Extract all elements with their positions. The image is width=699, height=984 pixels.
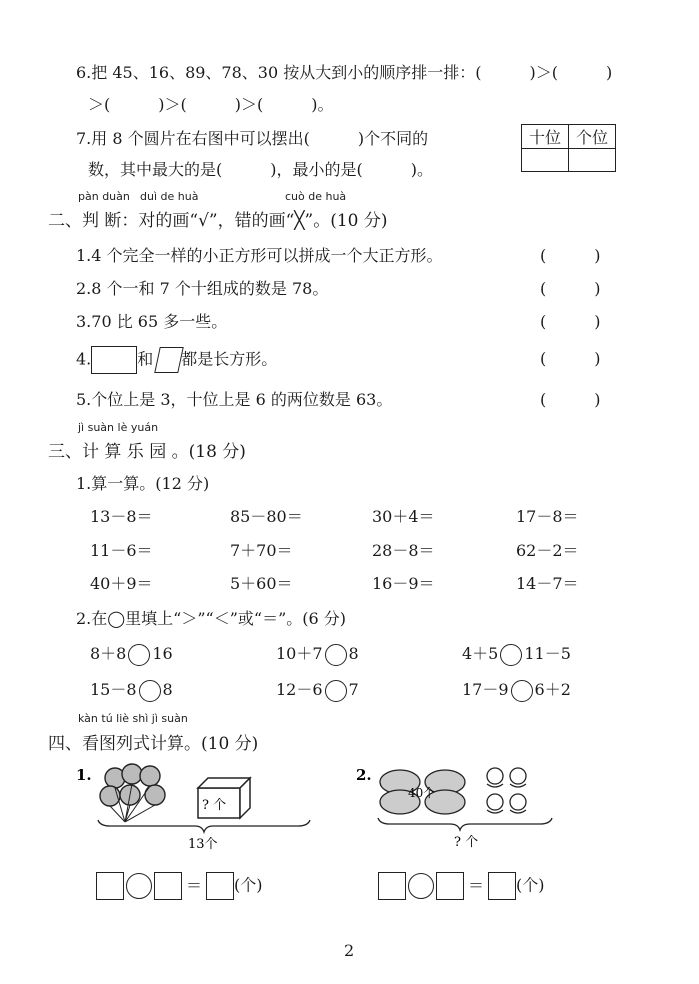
cmp-r1c2: 10＋7 8	[276, 641, 359, 666]
q7-line1: 7.用 8 个圆片在右图中可以摆出( )个不同的	[76, 129, 429, 148]
sec2-title: 二、判 断：对的画“√”，错的画“╳”。(10 分)	[48, 211, 388, 231]
judge-paren-1[interactable]: ( )	[540, 246, 601, 265]
sec3-title: 三、计 算 乐 园 。(18 分)	[48, 442, 246, 462]
calc-r1c4: 17－8＝	[516, 507, 579, 526]
sec4-title: 四、看图列式计算。(10 分)	[48, 734, 259, 754]
balloons-icon	[100, 764, 165, 822]
operator-circle[interactable]	[408, 873, 434, 899]
compare-circle[interactable]	[511, 680, 533, 702]
sec2-pinyin-2: duì de huà	[140, 190, 199, 203]
judge-item-5: 5.个位上是 3，十位上是 6 的两位数是 63。	[76, 390, 393, 409]
calc-r2c4: 62－2＝	[516, 541, 579, 560]
p1-box-label: ? 个	[202, 798, 227, 813]
answer-box[interactable]	[436, 872, 464, 900]
cmp-r2c1: 15－8 8	[90, 677, 173, 702]
calc-r1c1: 13－8＝	[90, 507, 153, 526]
picture-problem-1	[70, 760, 330, 855]
judge-paren-5[interactable]: ( )	[540, 390, 601, 409]
judge-item-3: 3.70 比 65 多一些。	[76, 312, 228, 331]
page-number: 2	[344, 941, 355, 960]
ones-header: 个位	[569, 125, 616, 149]
q6-line2: ＞( )＞( )＞( )。	[88, 95, 334, 114]
judge-item-4: 4. 和 都是长方形。	[76, 346, 277, 374]
compare-circle[interactable]	[139, 680, 161, 702]
sec4-pinyin: kàn tú liè shì jì suàn	[78, 712, 188, 725]
p1-number: 1.	[76, 766, 92, 784]
calc-r2c3: 28－8＝	[372, 541, 435, 560]
p1-total: 13个	[188, 837, 218, 852]
answer-box[interactable]	[488, 872, 516, 900]
compare-circle[interactable]	[128, 644, 150, 666]
calc-r2c2: 7＋70＝	[230, 541, 293, 560]
q6-line1: 6.把 45、16、89、78、30 按从大到小的顺序排一排：( )＞( )	[76, 63, 613, 82]
long-rectangle-shape	[91, 346, 137, 374]
judge-paren-4[interactable]: ( )	[540, 349, 601, 368]
calc-r3c1: 40＋9＝	[90, 574, 153, 593]
p2-cake-label: 40个	[408, 786, 436, 800]
tens-cell[interactable]	[522, 149, 569, 172]
answer-box[interactable]	[96, 872, 124, 900]
cmp-r1c3: 4＋5 11－5	[462, 641, 571, 666]
p2-number: 2.	[356, 766, 372, 784]
compare-circle[interactable]	[325, 680, 347, 702]
q7-line2: 数，其中最大的是( )，最小的是( )。	[88, 160, 433, 179]
judge-paren-2[interactable]: ( )	[540, 279, 601, 298]
answer-box[interactable]	[206, 872, 234, 900]
p1-equation: ＝ (个)	[96, 872, 263, 900]
calc-r3c3: 16－9＝	[372, 574, 435, 593]
cmp-r2c2: 12－6 7	[276, 677, 359, 702]
calc-r2c1: 11－6＝	[90, 541, 153, 560]
compare-circle[interactable]	[500, 644, 522, 666]
judge-paren-3[interactable]: ( )	[540, 312, 601, 331]
p2-total: ? 个	[454, 835, 479, 850]
total-brace-1	[98, 820, 310, 832]
ones-cell[interactable]	[569, 149, 616, 172]
answer-box[interactable]	[378, 872, 406, 900]
sec2-pinyin-1: pàn duàn	[78, 190, 130, 203]
judge-item-2: 2.8 个一和 7 个十组成的数是 78。	[76, 279, 329, 298]
parallelogram-shape	[155, 347, 185, 373]
answer-box[interactable]	[154, 872, 182, 900]
judge-item-1: 1.4 个完全一样的小正方形可以拼成一个大正方形。	[76, 246, 443, 265]
tens-header: 十位	[522, 125, 569, 149]
sec2-pinyin-3: cuò de huà	[285, 190, 347, 203]
p2-equation: ＝ (个)	[378, 872, 545, 900]
total-brace-2	[378, 818, 552, 830]
calc-r1c3: 30＋4＝	[372, 507, 435, 526]
calc-r3c2: 5＋60＝	[230, 574, 293, 593]
bun-icon	[487, 768, 526, 813]
compare-subtitle: 2.在◯里填上“＞”“＜”或“＝”。(6 分)	[76, 609, 347, 628]
picture-problem-2	[350, 760, 610, 855]
cmp-r1c1: 8＋8 16	[90, 641, 173, 666]
compare-circle[interactable]	[325, 644, 347, 666]
cmp-r2c3: 17－9 6＋2	[462, 677, 571, 702]
calc-subtitle: 1.算一算。(12 分)	[76, 474, 210, 493]
calc-r3c4: 14－7＝	[516, 574, 579, 593]
operator-circle[interactable]	[126, 873, 152, 899]
place-value-table	[521, 124, 616, 172]
sec3-pinyin: jì suàn lè yuán	[78, 421, 159, 434]
calc-r1c2: 85－80＝	[230, 507, 303, 526]
